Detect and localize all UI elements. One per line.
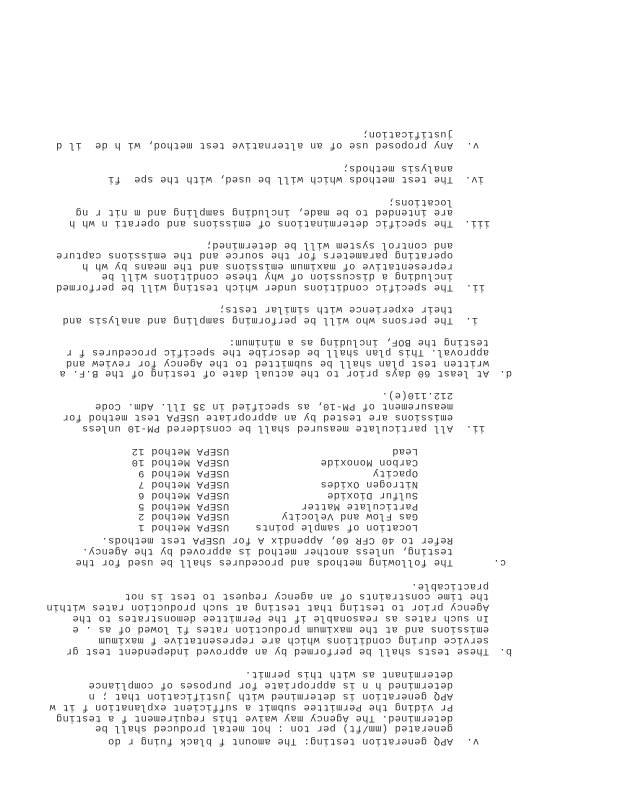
text-line: The specific conditions under which testing will be performed bbox=[55, 281, 453, 292]
item-number: iii. bbox=[463, 217, 490, 228]
text-line: Any proposed use of an alternative test method, wi h de il d bbox=[55, 139, 453, 150]
text-line: determined h n is appropriate for purposes of compliance bbox=[88, 679, 453, 690]
text-line: determinant as with this permit. bbox=[244, 668, 453, 679]
text-line: Sulfur Dioxide USEPA Method 6 bbox=[137, 489, 418, 500]
text-line: The following methods and procedures shall be used for the bbox=[75, 556, 453, 567]
text-line: generated (mm/ft) per ton : hot metal produced shall be bbox=[94, 722, 453, 733]
text-line: APQ generation is determined with justification that ; n bbox=[88, 690, 453, 701]
text-line: Gas Flow and Velocity USEPA Method 2 bbox=[137, 510, 418, 521]
text-line: Agency prior to testing that testing at such production rates within bbox=[46, 601, 489, 612]
text-line: are intended to be made, including sampling and m nit r ng bbox=[75, 206, 453, 217]
text-line: The test methods which will be used, with the spe fi bbox=[107, 173, 453, 184]
text-line: the time constraints of an agency request to test is not bbox=[124, 590, 489, 601]
text-line: Lead USEPA Method 12 bbox=[131, 445, 418, 456]
text-line: emissions and at the maximum production rates fi lowed of as . e bbox=[72, 623, 489, 634]
item-number: iv. bbox=[464, 173, 484, 184]
text-line: Carbon Monoxide USEPA Method 10 bbox=[131, 456, 418, 467]
text-line: operating parameters for the source and the emissions capture bbox=[55, 249, 453, 260]
text-line: Refer to 40 CFR 60, Appendix A for USEPA test methods. bbox=[101, 534, 453, 545]
text-line: The persons who will be performing sampling and analysis and bbox=[62, 314, 453, 325]
item-number: d. bbox=[498, 367, 512, 378]
text-line: All particulate measured shall be considered PM-10 unless bbox=[81, 422, 453, 433]
item-number: c. bbox=[492, 556, 506, 567]
item-number: ii. bbox=[465, 281, 485, 292]
item-number: b. bbox=[498, 645, 512, 656]
text-line: their experience with similar tests; bbox=[218, 303, 453, 314]
text-line: and control system will be determined; bbox=[205, 239, 453, 250]
text-line: written test plan shall be submitted to the Agency for review and bbox=[65, 357, 489, 368]
text-line: service during conditions which are representative f maximum bbox=[98, 634, 489, 645]
text-line: APQ generation testing: The amount f black fuing r do bbox=[107, 735, 453, 746]
text-line: practicable. bbox=[410, 580, 489, 591]
text-line: analysis methods; bbox=[342, 162, 453, 173]
item-number: i. bbox=[464, 314, 478, 325]
text-line: At least 60 days prior to the actual date of testing of the B.F. a bbox=[59, 367, 489, 378]
text-line: approval. This plan shall be describe the specific procedures f r bbox=[65, 346, 489, 357]
text-line: Location of sample points USEPA Method 1 bbox=[137, 521, 418, 532]
text-line: measurement of PM-10, as specified in 35 Ill. Adm. Code bbox=[94, 400, 453, 411]
text-line: representative of maximum emissions and the means by wh h bbox=[81, 260, 453, 271]
text-line: Opacity USEPA Method 9 bbox=[137, 467, 418, 478]
text-line: determined. The Agency may waive this requirement f a testing bbox=[55, 712, 453, 723]
text-line: Particulate Matter USEPA Method 5 bbox=[137, 500, 418, 511]
item-number: ii. bbox=[465, 422, 485, 433]
text-line: including a discussion of why these conditions will be bbox=[101, 270, 453, 281]
text-line: emissions are tested by an appropriate USEPA test method for bbox=[62, 411, 453, 422]
text-line: In such rates as reasonable if the Permittee demonstrates to the bbox=[72, 612, 489, 623]
text-line: Nitrogen Oxides USEPA Method 7 bbox=[137, 478, 418, 489]
item-number: v. bbox=[465, 735, 479, 746]
text-line: testing the BOF, including as a minimum: bbox=[228, 336, 489, 347]
text-line: Pr viding the Permittee submit a sufficient explanation f it w bbox=[49, 701, 453, 712]
text-line: 212.110(e). bbox=[381, 389, 453, 400]
text-line: These tests shall be performed by an approved independent test gr bbox=[65, 645, 489, 656]
text-line: justification; bbox=[361, 128, 453, 139]
text-line: locations; bbox=[387, 196, 453, 207]
text-line: testing, unless another method is approved by the Agency. bbox=[81, 545, 453, 556]
item-number: v. bbox=[465, 139, 479, 150]
text-line: The specific determinations of emissions and operati n wh h bbox=[68, 217, 453, 228]
